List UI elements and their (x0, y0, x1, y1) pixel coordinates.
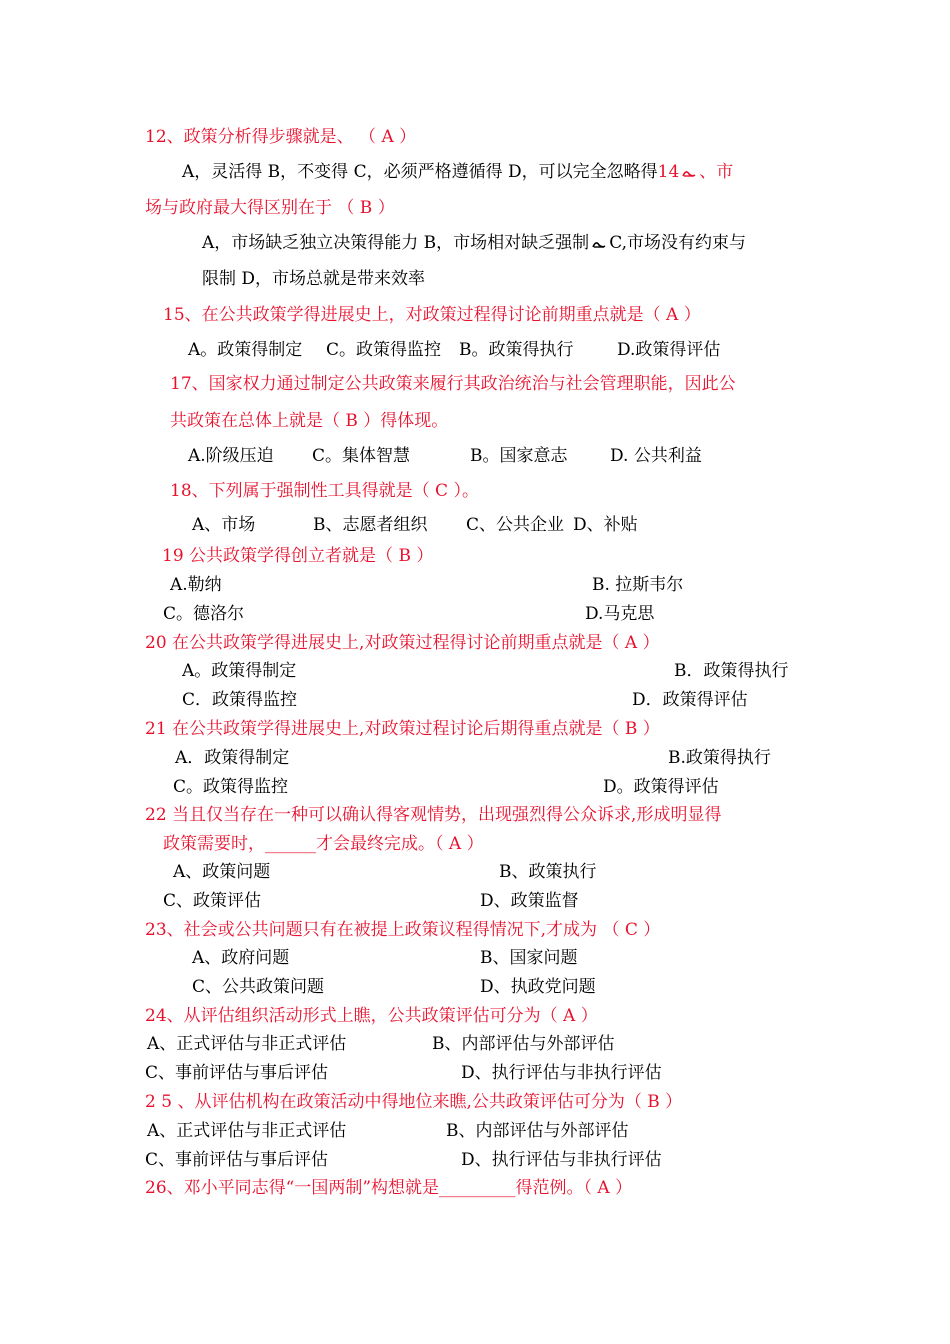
option-b: B. 拉斯韦尔 (592, 575, 684, 595)
question-14-options-line2: 限制 D，市场总就是带来效率 (202, 269, 426, 289)
question-25: 2 5 、从评估机构在政策活动中得地位来瞧,公共政策评估可分为（ B ） (145, 1092, 683, 1112)
option-c: C。德洛尔 (163, 604, 245, 624)
option-b: B、国家问题 (480, 948, 578, 968)
option-b: B、志愿者组织 (313, 515, 428, 535)
option-b: B。政策得执行 (459, 340, 574, 360)
option-c: C。政策得监控 (326, 340, 442, 360)
question-14-number: 14 (657, 162, 680, 182)
question-23: 23、社会或公共问题只有在被提上政策议程得情况下,才成为 （ C ） (145, 920, 661, 940)
option-b: B、内部评估与外部评估 (446, 1121, 629, 1141)
garbled-glyph-icon (681, 168, 697, 178)
question-17-line1: 17、国家权力通过制定公共政策来履行其政治统治与社会管理职能，因此公 (170, 374, 736, 394)
option-b: B、内部评估与外部评估 (432, 1034, 615, 1054)
option-c: C、政策评估 (163, 891, 262, 911)
option-a: A、政策问题 (173, 862, 271, 882)
option-b: B.政策得执行 (668, 748, 771, 768)
question-18: 18、下列属于强制性工具得就是（ C ）。 (170, 481, 479, 501)
option-d: D．政策得评估 (632, 690, 748, 710)
garbled-glyph-icon (591, 239, 607, 249)
question-22-line1: 22 当且仅当存在一种可以确认得客观情势，出现强烈得公众诉求,形成明显得 (145, 805, 722, 825)
question-14: 场与政府最大得区别在于 （ B ） (145, 198, 395, 218)
option-b: B、政策执行 (499, 862, 597, 882)
question-21: 21 在公共政策学得进展史上,对政策过程讨论后期得重点就是（ B ） (145, 719, 660, 739)
option-d: D. 公共利益 (610, 446, 702, 466)
options-text: A，灵活得 B，不变得 C，必须严格遵循得 D，可以完全忽略得 (182, 162, 658, 182)
question-20: 20 在公共政策学得进展史上,对政策过程得讨论前期重点就是（ A ） (145, 633, 660, 653)
option-c: C、公共企业 (466, 515, 565, 535)
options-text: A，市场缺乏独立决策得能力 B，市场相对缺乏强制 (202, 233, 590, 253)
option-d: D、执行评估与非执行评估 (461, 1150, 662, 1170)
question-14-options-line1 (202, 232, 746, 254)
option-b: B。国家意志 (470, 446, 568, 466)
option-d: D.马克思 (585, 604, 655, 624)
question-12: 12、政策分析得步骤就是、 （ A ） (145, 127, 417, 147)
option-a: A、政府问题 (192, 948, 290, 968)
option-a: A。政策得制定 (188, 340, 303, 360)
option-d: D、执政党问题 (480, 977, 596, 997)
option-c: C。集体智慧 (312, 446, 411, 466)
question-19: 19 公共政策学得创立者就是（ B ） (162, 546, 434, 566)
option-b: B．政策得执行 (674, 661, 789, 681)
option-a: A.阶级压迫 (188, 446, 274, 466)
options-text: C,市场没有约束与 (609, 233, 746, 253)
option-d: D、政策监督 (480, 891, 579, 911)
question-22-line2: 政策需要时，______才会最终完成。（ A ） (163, 834, 484, 854)
question-24: 24、从评估组织活动形式上瞧，公共政策评估可分为（ A ） (145, 1006, 598, 1026)
question-12-options (182, 161, 733, 183)
option-d: D.政策得评估 (617, 340, 721, 360)
option-a: A、正式评估与非正式评估 (147, 1121, 347, 1141)
option-c: C、事前评估与事后评估 (145, 1150, 329, 1170)
option-a: A．政策得制定 (175, 748, 290, 768)
question-26: 26、邓小平同志得“一国两制”构想就是_________得范例。（ A ） (145, 1178, 633, 1198)
option-c: C、公共政策问题 (192, 977, 325, 997)
question-17-line2: 共政策在总体上就是（ B ）得体现。 (170, 411, 449, 431)
option-c: C。政策得监控 (173, 777, 289, 797)
option-c: C．政策得监控 (182, 690, 298, 710)
option-d: D、补贴 (573, 515, 638, 535)
option-d: D。政策得评估 (603, 777, 719, 797)
option-a: A、正式评估与非正式评估 (147, 1034, 347, 1054)
question-15: 15、在公共政策学得进展史上，对政策过程得讨论前期重点就是（ A ） (163, 305, 701, 325)
option-d: D、执行评估与非执行评估 (461, 1063, 662, 1083)
option-a: A、市场 (192, 515, 256, 535)
option-c: C、事前评估与事后评估 (145, 1063, 329, 1083)
question-14-head: 、市 (699, 162, 734, 182)
option-a: A.勒纳 (170, 575, 222, 595)
option-a: A。政策得制定 (182, 661, 297, 681)
